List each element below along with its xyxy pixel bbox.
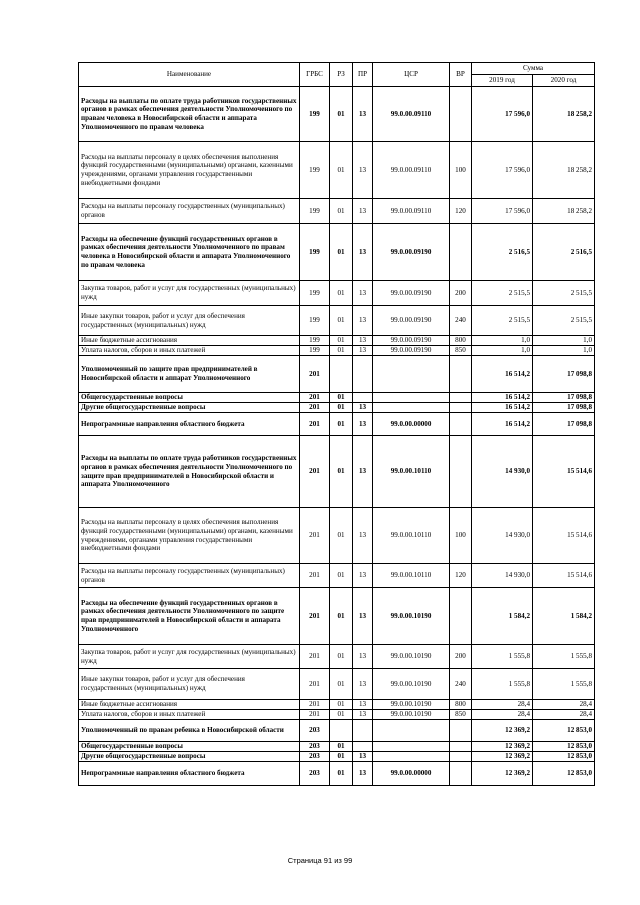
row-grbs: 203 xyxy=(300,742,330,752)
row-sum-2019: 28,4 xyxy=(472,700,533,710)
row-rz: 01 xyxy=(330,281,353,306)
row-grbs: 199 xyxy=(300,142,330,199)
header-year-2019: 2019 год xyxy=(472,75,533,87)
row-sum-2020: 28,4 xyxy=(533,710,595,720)
row-grbs: 201 xyxy=(300,710,330,720)
row-rz: 01 xyxy=(330,645,353,669)
row-name: Расходы на выплаты по оплате труда работников государственных органов в рамках обеспечения деятельности Уполномоченного по правам человека в Новосибирской области и аппарата Уполномоченного по правам человека xyxy=(79,87,300,142)
row-vr: 240 xyxy=(450,669,472,700)
row-name: Уплата налогов, сборов и иных платежей xyxy=(79,346,300,356)
row-rz: 01 xyxy=(330,564,353,588)
row-sum-2020: 12 853,0 xyxy=(533,752,595,762)
row-grbs: 201 xyxy=(300,436,330,508)
row-csr: 99.0.00.00000 xyxy=(373,762,450,786)
table-row xyxy=(79,413,595,436)
row-csr: 99.0.00.00000 xyxy=(373,413,450,436)
row-pr: 13 xyxy=(353,336,373,346)
row-name: Расходы на выплаты персоналу в целях обеспечения выполнения функций государственными (муниципальными) органами, казенными учреждениями, органами управления государственными внебюджетными фондами xyxy=(79,142,300,199)
row-pr: 13 xyxy=(353,346,373,356)
header-year-2020: 2020 год xyxy=(533,75,595,87)
row-sum-2019: 1 584,2 xyxy=(472,588,533,645)
row-grbs: 199 xyxy=(300,306,330,336)
row-csr: 99.0.00.09110 xyxy=(373,142,450,199)
row-sum-2019: 2 516,5 xyxy=(472,224,533,281)
row-pr: 13 xyxy=(353,700,373,710)
header-csr: ЦСР xyxy=(373,63,450,87)
row-sum-2019: 12 369,2 xyxy=(472,720,533,742)
row-sum-2020: 1 584,2 xyxy=(533,588,595,645)
row-csr: 99.0.00.09110 xyxy=(373,87,450,142)
row-sum-2019: 28,4 xyxy=(472,710,533,720)
row-sum-2019: 1,0 xyxy=(472,336,533,346)
row-name: Иные закупки товаров, работ и услуг для обеспечения государственных (муниципальных) нужд xyxy=(79,669,300,700)
row-name: Расходы на выплаты персоналу в целях обеспечения выполнения функций государственными (муниципальными) органами, казенными учреждениями, органами управления государственными внебюджетными фондами xyxy=(79,508,300,564)
row-vr: 850 xyxy=(450,710,472,720)
row-sum-2020: 17 098,8 xyxy=(533,356,595,393)
row-name: Расходы на выплаты персоналу государственных (муниципальных) органов xyxy=(79,199,300,224)
table-row xyxy=(79,645,595,669)
header-pr: ПР xyxy=(353,63,373,87)
row-pr: 13 xyxy=(353,564,373,588)
row-sum-2020: 1,0 xyxy=(533,336,595,346)
table-row xyxy=(79,720,595,742)
table-row xyxy=(79,393,595,403)
row-sum-2020: 18 258,2 xyxy=(533,199,595,224)
row-vr xyxy=(450,762,472,786)
row-vr: 120 xyxy=(450,564,472,588)
table-row xyxy=(79,762,595,786)
row-grbs: 199 xyxy=(300,224,330,281)
table-row xyxy=(79,669,595,700)
row-sum-2020: 18 258,2 xyxy=(533,142,595,199)
row-sum-2019: 1 555,8 xyxy=(472,669,533,700)
row-csr xyxy=(373,720,450,742)
row-sum-2020: 18 258,2 xyxy=(533,87,595,142)
row-sum-2019: 14 930,0 xyxy=(472,564,533,588)
row-rz: 01 xyxy=(330,413,353,436)
row-rz: 01 xyxy=(330,403,353,413)
row-rz: 01 xyxy=(330,224,353,281)
row-pr xyxy=(353,742,373,752)
row-sum-2020: 15 514,6 xyxy=(533,436,595,508)
row-rz xyxy=(330,720,353,742)
row-pr: 13 xyxy=(353,762,373,786)
row-sum-2019: 17 596,0 xyxy=(472,142,533,199)
row-grbs: 203 xyxy=(300,762,330,786)
row-pr: 13 xyxy=(353,281,373,306)
row-grbs: 201 xyxy=(300,669,330,700)
row-pr: 13 xyxy=(353,645,373,669)
row-csr: 99.0.00.10190 xyxy=(373,710,450,720)
table-row xyxy=(79,508,595,564)
row-grbs: 201 xyxy=(300,403,330,413)
row-csr: 99.0.00.10190 xyxy=(373,669,450,700)
row-rz: 01 xyxy=(330,508,353,564)
table-row xyxy=(79,224,595,281)
row-sum-2019: 16 514,2 xyxy=(472,356,533,393)
row-name: Уполномоченный по правам ребенка в Новосибирской области xyxy=(79,720,300,742)
table-row xyxy=(79,306,595,336)
row-grbs: 201 xyxy=(300,356,330,393)
row-csr: 99.0.00.09190 xyxy=(373,346,450,356)
row-rz: 01 xyxy=(330,762,353,786)
row-rz: 01 xyxy=(330,346,353,356)
row-csr: 99.0.00.10110 xyxy=(373,564,450,588)
row-vr: 100 xyxy=(450,508,472,564)
row-rz: 01 xyxy=(330,87,353,142)
row-vr xyxy=(450,436,472,508)
page-number: Страница 91 из 99 xyxy=(287,856,353,865)
row-csr: 99.0.00.10190 xyxy=(373,645,450,669)
row-sum-2019: 2 515,5 xyxy=(472,281,533,306)
row-rz: 01 xyxy=(330,199,353,224)
row-vr: 200 xyxy=(450,281,472,306)
header-grbs: ГРБС xyxy=(300,63,330,87)
row-pr xyxy=(353,393,373,403)
row-vr xyxy=(450,356,472,393)
row-pr: 13 xyxy=(353,403,373,413)
row-pr: 13 xyxy=(353,224,373,281)
row-sum-2020: 28,4 xyxy=(533,700,595,710)
table-row xyxy=(79,346,595,356)
row-sum-2020: 12 853,0 xyxy=(533,742,595,752)
table-row xyxy=(79,588,595,645)
row-vr xyxy=(450,403,472,413)
row-grbs: 203 xyxy=(300,720,330,742)
row-sum-2019: 12 369,2 xyxy=(472,752,533,762)
row-pr: 13 xyxy=(353,508,373,564)
row-vr xyxy=(450,413,472,436)
row-rz: 01 xyxy=(330,336,353,346)
row-csr xyxy=(373,742,450,752)
row-sum-2020: 17 098,8 xyxy=(533,413,595,436)
row-rz: 01 xyxy=(330,700,353,710)
row-rz: 01 xyxy=(330,142,353,199)
row-csr: 99.0.00.10110 xyxy=(373,508,450,564)
row-name: Непрограммные направления областного бюджета xyxy=(79,413,300,436)
row-sum-2019: 12 369,2 xyxy=(472,742,533,752)
row-grbs: 201 xyxy=(300,413,330,436)
row-csr: 99.0.00.09190 xyxy=(373,306,450,336)
row-name: Общегосударственные вопросы xyxy=(79,393,300,403)
row-name: Уплата налогов, сборов и иных платежей xyxy=(79,710,300,720)
row-vr: 800 xyxy=(450,336,472,346)
header-name: Наименование xyxy=(79,63,300,87)
row-name: Иные закупки товаров, работ и услуг для обеспечения государственных (муниципальных) нужд xyxy=(79,306,300,336)
row-pr: 13 xyxy=(353,588,373,645)
header-vr: ВР xyxy=(450,63,472,87)
row-pr: 13 xyxy=(353,87,373,142)
row-sum-2020: 1 555,8 xyxy=(533,669,595,700)
table-row xyxy=(79,752,595,762)
row-name: Другие общегосударственные вопросы xyxy=(79,403,300,413)
row-rz: 01 xyxy=(330,742,353,752)
row-vr xyxy=(450,393,472,403)
row-grbs: 199 xyxy=(300,336,330,346)
row-vr xyxy=(450,742,472,752)
table-row xyxy=(79,403,595,413)
table-row xyxy=(79,336,595,346)
row-pr: 13 xyxy=(353,669,373,700)
row-csr: 99.0.00.10190 xyxy=(373,700,450,710)
row-sum-2020: 15 514,6 xyxy=(533,508,595,564)
row-rz xyxy=(330,356,353,393)
row-sum-2019: 17 596,0 xyxy=(472,87,533,142)
row-rz: 01 xyxy=(330,436,353,508)
row-sum-2019: 12 369,2 xyxy=(472,762,533,786)
row-vr: 800 xyxy=(450,700,472,710)
row-sum-2020: 2 515,5 xyxy=(533,306,595,336)
table-row xyxy=(79,700,595,710)
row-name: Расходы на выплаты персоналу государственных (муниципальных) органов xyxy=(79,564,300,588)
row-vr: 200 xyxy=(450,645,472,669)
row-name: Иные бюджетные ассигнования xyxy=(79,700,300,710)
row-csr: 99.0.00.10110 xyxy=(373,436,450,508)
row-name: Расходы на обеспечение функций государственных органов в рамках обеспечения деятельности Уполномоченного по правам человека в Новосибирской области и аппарата Уполномоченного по правам человека xyxy=(79,224,300,281)
row-grbs: 201 xyxy=(300,508,330,564)
row-sum-2020: 17 098,8 xyxy=(533,403,595,413)
row-vr xyxy=(450,224,472,281)
row-vr: 240 xyxy=(450,306,472,336)
table-row xyxy=(79,436,595,508)
row-name: Другие общегосударственные вопросы xyxy=(79,752,300,762)
row-name: Непрограммные направления областного бюджета xyxy=(79,762,300,786)
table-row xyxy=(79,742,595,752)
table-row xyxy=(79,142,595,199)
row-pr: 13 xyxy=(353,710,373,720)
row-pr: 13 xyxy=(353,752,373,762)
row-rz: 01 xyxy=(330,306,353,336)
row-vr: 100 xyxy=(450,142,472,199)
row-vr: 850 xyxy=(450,346,472,356)
row-csr xyxy=(373,752,450,762)
row-csr xyxy=(373,356,450,393)
row-vr xyxy=(450,588,472,645)
row-grbs: 201 xyxy=(300,564,330,588)
row-name: Расходы на выплаты по оплате труда работников государственных органов в рамках обеспечения деятельности Уполномоченного по защите прав предпринимателей в Новосибирской области и аппарата Уполномоченного xyxy=(79,436,300,508)
row-sum-2020: 12 853,0 xyxy=(533,720,595,742)
row-sum-2019: 1 555,8 xyxy=(472,645,533,669)
row-csr: 99.0.00.09110 xyxy=(373,199,450,224)
row-name: Иные бюджетные ассигнования xyxy=(79,336,300,346)
row-sum-2019: 14 930,0 xyxy=(472,436,533,508)
row-name: Расходы на обеспечение функций государственных органов в рамках обеспечения деятельности Уполномоченного по защите прав предпринимателей в Новосибирской области и аппарата Уполномоченного xyxy=(79,588,300,645)
row-csr xyxy=(373,403,450,413)
row-vr xyxy=(450,87,472,142)
table-row xyxy=(79,199,595,224)
row-grbs: 199 xyxy=(300,346,330,356)
row-grbs: 201 xyxy=(300,700,330,710)
budget-table-sheet xyxy=(78,62,594,786)
header-rz: РЗ xyxy=(330,63,353,87)
row-name: Закупка товаров, работ и услуг для государственных (муниципальных) нужд xyxy=(79,645,300,669)
row-name: Уполномоченный по защите прав предпринимателей в Новосибирской области и аппарат Уполномоченного xyxy=(79,356,300,393)
header-sum: Сумма xyxy=(472,63,595,75)
row-grbs: 203 xyxy=(300,752,330,762)
row-grbs: 201 xyxy=(300,588,330,645)
row-sum-2019: 1,0 xyxy=(472,346,533,356)
row-sum-2019: 2 515,5 xyxy=(472,306,533,336)
row-sum-2020: 15 514,6 xyxy=(533,564,595,588)
row-grbs: 199 xyxy=(300,199,330,224)
budget-table xyxy=(78,62,595,786)
row-rz: 01 xyxy=(330,669,353,700)
table-row xyxy=(79,710,595,720)
row-pr: 13 xyxy=(353,306,373,336)
row-vr xyxy=(450,720,472,742)
row-sum-2020: 12 853,0 xyxy=(533,762,595,786)
row-sum-2020: 17 098,8 xyxy=(533,393,595,403)
row-rz: 01 xyxy=(330,393,353,403)
table-row xyxy=(79,356,595,393)
row-pr xyxy=(353,356,373,393)
row-grbs: 201 xyxy=(300,645,330,669)
row-csr: 99.0.00.10190 xyxy=(373,588,450,645)
row-name: Общегосударственные вопросы xyxy=(79,742,300,752)
row-rz: 01 xyxy=(330,710,353,720)
row-grbs: 199 xyxy=(300,87,330,142)
row-sum-2019: 16 514,2 xyxy=(472,393,533,403)
row-csr: 99.0.00.09190 xyxy=(373,336,450,346)
table-row xyxy=(79,564,595,588)
row-vr xyxy=(450,752,472,762)
row-sum-2020: 2 515,5 xyxy=(533,281,595,306)
row-pr: 13 xyxy=(353,142,373,199)
row-rz: 01 xyxy=(330,588,353,645)
row-sum-2020: 1,0 xyxy=(533,346,595,356)
row-vr: 120 xyxy=(450,199,472,224)
row-grbs: 201 xyxy=(300,393,330,403)
row-pr: 13 xyxy=(353,413,373,436)
row-sum-2019: 16 514,2 xyxy=(472,413,533,436)
row-csr: 99.0.00.09190 xyxy=(373,224,450,281)
row-rz: 01 xyxy=(330,752,353,762)
row-sum-2019: 14 930,0 xyxy=(472,508,533,564)
table-body xyxy=(79,87,595,786)
row-pr: 13 xyxy=(353,436,373,508)
row-csr: 99.0.00.09190 xyxy=(373,281,450,306)
row-name: Закупка товаров, работ и услуг для государственных (муниципальных) нужд xyxy=(79,281,300,306)
row-grbs: 199 xyxy=(300,281,330,306)
row-sum-2020: 1 555,8 xyxy=(533,645,595,669)
table-row xyxy=(79,281,595,306)
row-csr xyxy=(373,393,450,403)
row-pr: 13 xyxy=(353,199,373,224)
row-sum-2019: 16 514,2 xyxy=(472,403,533,413)
table-row xyxy=(79,87,595,142)
row-pr xyxy=(353,720,373,742)
row-sum-2019: 17 596,0 xyxy=(472,199,533,224)
row-sum-2020: 2 516,5 xyxy=(533,224,595,281)
